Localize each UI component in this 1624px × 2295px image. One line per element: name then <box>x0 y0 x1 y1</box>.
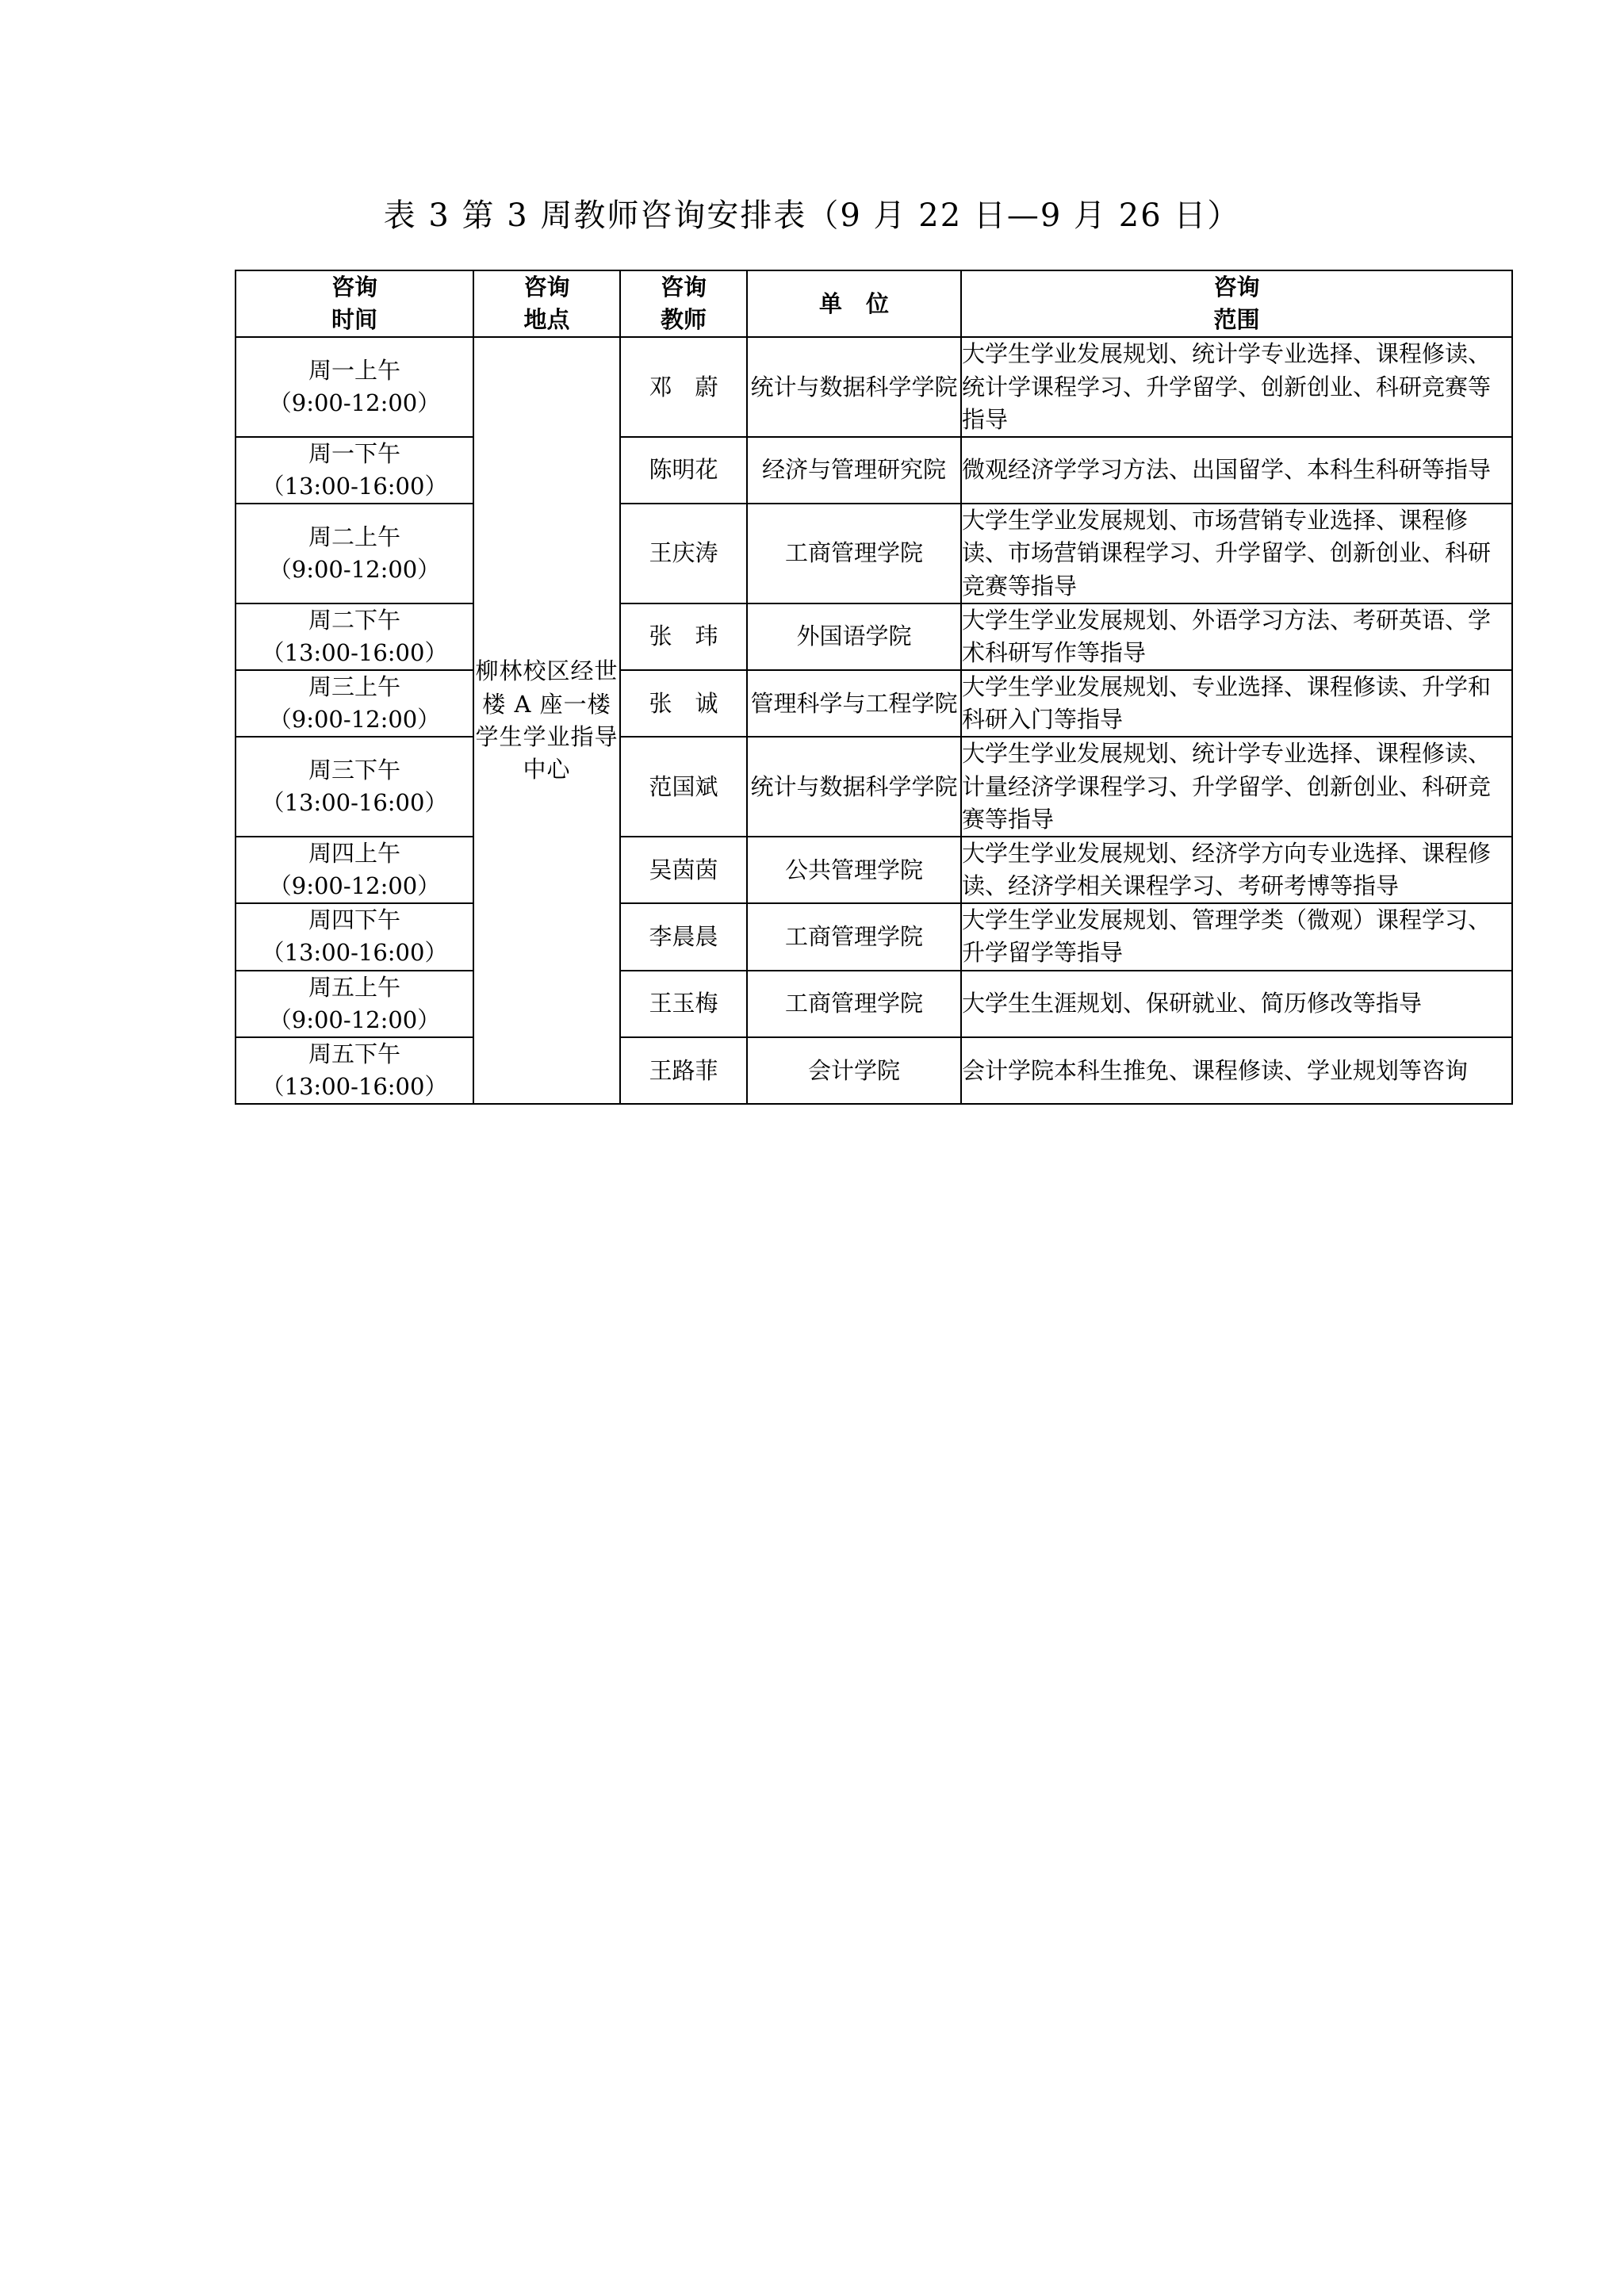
table-row <box>236 437 1512 504</box>
consultation-schedule-table <box>235 270 1513 1105</box>
cell-time-range: （13:00-16:00） <box>261 473 448 500</box>
cell-time-day: 周二上午 <box>308 523 400 550</box>
table-row <box>236 903 1512 970</box>
cell-place-merged: 柳林校区经世楼 A 座一楼学生学业指导中心 <box>473 337 620 1104</box>
cell-scope: 大学生生涯规划、保研就业、简历修改等指导 <box>961 971 1512 1037</box>
cell-time <box>236 971 473 1037</box>
cell-unit: 外国语学院 <box>747 603 961 670</box>
cell-unit: 工商管理学院 <box>747 504 961 603</box>
header-time-line1: 咨询 <box>331 274 377 301</box>
cell-unit: 工商管理学院 <box>747 903 961 970</box>
header-scope-line2: 范围 <box>1213 306 1260 334</box>
cell-teacher: 张 诚 <box>620 670 747 737</box>
header-teacher <box>620 270 747 337</box>
table-row <box>236 337 1512 437</box>
table-row <box>236 504 1512 603</box>
header-time-line2: 时间 <box>331 306 377 334</box>
cell-time-range: （13:00-16:00） <box>261 789 448 817</box>
cell-time <box>236 603 473 670</box>
cell-unit: 工商管理学院 <box>747 971 961 1037</box>
header-scope-line1: 咨询 <box>1213 274 1260 301</box>
cell-time <box>236 670 473 737</box>
cell-time-range: （13:00-16:00） <box>261 939 448 967</box>
cell-scope: 微观经济学学习方法、出国留学、本科生科研等指导 <box>961 437 1512 504</box>
cell-time-range: （13:00-16:00） <box>261 638 448 666</box>
cell-unit: 统计与数据科学学院 <box>747 737 961 837</box>
cell-time-range: （9:00-12:00） <box>268 555 441 583</box>
cell-time-range: （9:00-12:00） <box>268 1006 441 1033</box>
header-row <box>236 270 1512 337</box>
schedule-table-container <box>235 270 1511 1105</box>
cell-teacher: 邓 蔚 <box>620 337 747 437</box>
cell-unit: 公共管理学院 <box>747 837 961 903</box>
table-row <box>236 837 1512 903</box>
cell-time-day: 周一上午 <box>308 356 400 384</box>
cell-teacher: 范国斌 <box>620 737 747 837</box>
cell-scope: 大学生学业发展规划、外语学习方法、考研英语、学术科研写作等指导 <box>961 603 1512 670</box>
cell-time-day: 周三下午 <box>308 756 400 784</box>
cell-scope: 大学生学业发展规划、统计学专业选择、课程修读、统计学课程学习、升学留学、创新创业、科研竞赛等指导 <box>961 337 1512 437</box>
cell-scope: 大学生学业发展规划、统计学专业选择、课程修读、计量经济学课程学习、升学留学、创新创业、科研竞赛等指导 <box>961 737 1512 837</box>
cell-scope: 大学生学业发展规划、经济学方向专业选择、课程修读、经济学相关课程学习、考研考博等指导 <box>961 837 1512 903</box>
cell-time-day: 周五下午 <box>308 1040 400 1067</box>
page-title: 表 3 第 3 周教师咨询安排表（9 月 22 日—9 月 26 日） <box>383 197 1241 234</box>
cell-scope: 大学生学业发展规划、市场营销专业选择、课程修读、市场营销课程学习、升学留学、创新创业、科研竞赛等指导 <box>961 504 1512 603</box>
cell-time-day: 周三上午 <box>308 673 400 701</box>
cell-teacher: 陈明花 <box>620 437 747 504</box>
header-teacher-line1: 咨询 <box>660 274 707 301</box>
cell-time-day: 周一下午 <box>308 439 400 467</box>
cell-teacher: 李晨晨 <box>620 903 747 970</box>
cell-teacher: 王庆涛 <box>620 504 747 603</box>
table-row <box>236 737 1512 837</box>
cell-scope: 大学生学业发展规划、专业选择、课程修读、升学和科研入门等指导 <box>961 670 1512 737</box>
cell-time-range: （13:00-16:00） <box>261 1073 448 1101</box>
table-row <box>236 603 1512 670</box>
header-time <box>236 270 473 337</box>
table-row <box>236 670 1512 737</box>
cell-time-range: （9:00-12:00） <box>268 872 441 900</box>
cell-unit: 会计学院 <box>747 1037 961 1104</box>
header-teacher-line2: 教师 <box>660 306 707 334</box>
header-scope <box>961 270 1512 337</box>
cell-time <box>236 437 473 504</box>
cell-teacher: 吴茵茵 <box>620 837 747 903</box>
cell-unit: 统计与数据科学学院 <box>747 337 961 437</box>
cell-unit: 管理科学与工程学院 <box>747 670 961 737</box>
cell-scope: 大学生学业发展规划、管理学类（微观）课程学习、升学留学等指导 <box>961 903 1512 970</box>
cell-time <box>236 737 473 837</box>
cell-teacher: 王路菲 <box>620 1037 747 1104</box>
cell-time <box>236 504 473 603</box>
header-place-line2: 地点 <box>523 306 570 334</box>
cell-time-day: 周四下午 <box>308 906 400 934</box>
cell-time <box>236 837 473 903</box>
cell-time <box>236 903 473 970</box>
cell-time <box>236 1037 473 1104</box>
cell-unit: 经济与管理研究院 <box>747 437 961 504</box>
table-row <box>236 1037 1512 1104</box>
cell-scope: 会计学院本科生推免、课程修读、学业规划等咨询 <box>961 1037 1512 1104</box>
cell-time-day: 周五上午 <box>308 973 400 1001</box>
cell-time-day: 周四上午 <box>308 839 400 867</box>
cell-teacher: 王玉梅 <box>620 971 747 1037</box>
table-body <box>236 337 1512 1104</box>
cell-time-day: 周二下午 <box>308 606 400 634</box>
cell-teacher: 张 玮 <box>620 603 747 670</box>
header-unit: 单 位 <box>747 270 961 337</box>
cell-time-range: （9:00-12:00） <box>268 389 441 417</box>
header-place-line1: 咨询 <box>523 274 570 301</box>
cell-time <box>236 337 473 437</box>
table-row <box>236 971 1512 1037</box>
table-header <box>236 270 1512 337</box>
header-place <box>473 270 620 337</box>
cell-time-range: （9:00-12:00） <box>268 706 441 734</box>
